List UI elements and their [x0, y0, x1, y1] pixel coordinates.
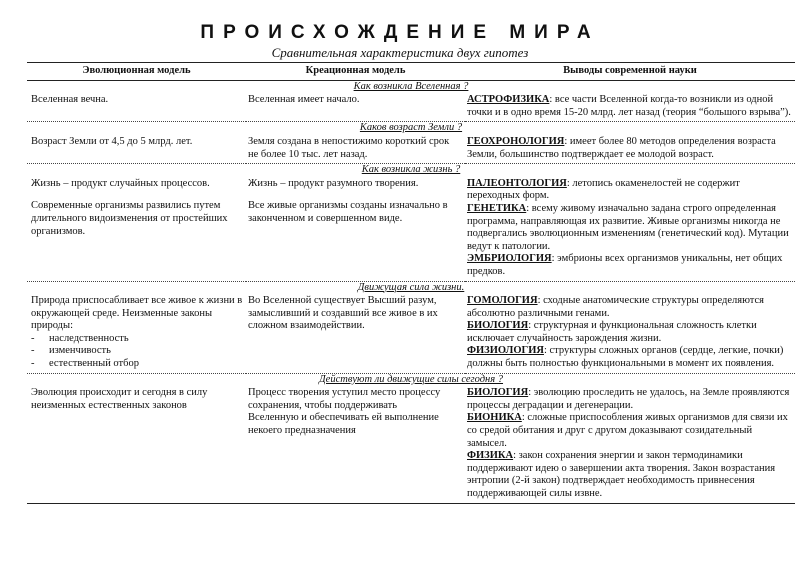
evolution-cell — [27, 386, 246, 503]
science-item — [467, 450, 791, 500]
section-question-row — [27, 80, 795, 93]
science-item — [467, 94, 791, 119]
table-header-row — [27, 63, 795, 81]
science-term: ГОМОЛОГИЯ — [467, 295, 538, 307]
creation-cell — [246, 135, 465, 164]
list-item: - естественный отбор — [31, 358, 243, 371]
science-item — [467, 320, 791, 345]
evolution-cell — [27, 135, 246, 164]
header-science: Выводы современной науки — [465, 63, 795, 81]
natural-laws-list — [31, 333, 243, 371]
science-cell — [465, 93, 795, 122]
science-item — [467, 203, 791, 253]
page-title: ПРОИСХОЖДЕНИЕ МИРА — [200, 22, 600, 43]
evolution-text: Эволюция происходит и сегодня в силу неизменных естественных законов — [31, 387, 208, 411]
science-text: : всему живому изначально задана строго определенная программа, направляющая их развитие. Живые организмы никогда не подвергались эволюционным изменениям (генетический код). Мутации ведут к патологии. — [467, 202, 789, 252]
science-text: : все части Вселенной когда-то возникли из одной точки и в одно время 15-20 млрд. лет назад (теория “большого взрыва”). — [467, 94, 791, 118]
comparison-table — [27, 62, 795, 504]
science-term: ГЕНЕТИКА — [467, 202, 527, 214]
section-question: Действуют ли движущие силы сегодня ? — [27, 373, 795, 386]
science-item — [467, 295, 791, 320]
evolution-text: Жизнь – продукт случайных процессов. — [31, 177, 210, 189]
science-term: БИОЛОГИЯ — [467, 387, 529, 399]
science-term: БИОЛОГИЯ — [467, 320, 529, 332]
page-subtitle: Сравнительная характеристика двух гипотез — [271, 45, 529, 60]
science-item — [467, 253, 791, 278]
science-cell — [465, 294, 795, 373]
section-question-row — [27, 281, 795, 294]
section-question: Как возникла жизнь ? — [27, 164, 795, 177]
science-term: ПАЛЕОНТОЛОГИЯ — [467, 177, 567, 189]
science-text: : сложные приспособления живых организмов для связи их со средой обитания и друг с другом доказывают созидательный замысел. — [467, 412, 788, 449]
science-term: БИОНИКА — [467, 412, 522, 424]
evolution-text: Природа приспосабливает все живое к жизни в окружающей среде. Неизменные законы природы: — [31, 295, 243, 332]
table-row — [27, 135, 795, 164]
section-question: Каков возраст Земли ? — [27, 122, 795, 135]
creation-cell — [246, 386, 465, 503]
creation-text: Вселенную и обеспечивать ей выполнение некоего предназначения — [248, 412, 439, 437]
section-question-row — [27, 122, 795, 135]
science-term: ФИЗИКА — [467, 450, 514, 462]
list-item: - наследственность — [31, 333, 243, 346]
science-item — [467, 136, 791, 161]
science-text: : закон сохранения энергии и закон термодинамики поддерживают идею о завершении акта творения. Закон возрастания энтропии (2-й закон) подтверждает необходимость привнесения поддерживающей силы извне. — [467, 450, 776, 499]
science-item — [467, 387, 791, 412]
science-text: : эмбрионы всех организмов уникальны, нет общих предков. — [467, 253, 783, 277]
creation-text: Земля создана в непостижимо короткий срок не более 10 тыс. лет назад. — [248, 135, 450, 160]
evolution-text: Вселенная вечна. — [31, 94, 109, 106]
table-row — [27, 93, 795, 122]
evolution-cell — [27, 294, 246, 373]
evolution-cell — [27, 93, 246, 122]
creation-cell — [246, 294, 465, 373]
evolution-cell — [27, 177, 246, 281]
science-term: АСТРОФИЗИКА — [467, 94, 550, 106]
science-text: : эволюцию проследить не удалось, на Земле проявляются процессы деградации и дегенерации. — [467, 387, 790, 411]
header-creation: Креационная модель — [246, 63, 465, 81]
science-text: : имеет более 80 методов определения возраста Земли, большинство подтверждает ее молодой возраст. — [467, 135, 776, 160]
science-item — [467, 412, 791, 450]
table-row — [27, 294, 795, 373]
evolution-text: Возраст Земли от 4,5 до 5 млрд. лет. — [31, 135, 193, 147]
science-cell — [465, 135, 795, 164]
science-text: : сходные анатомические структуры определяются абсолютно различными генами. — [467, 295, 764, 319]
creation-text: Во Вселенной существует Высший разум, замысливший и создавший все живое в их сложном взаимодействии. — [248, 295, 438, 332]
science-text: : структурная и функциональная сложность клетки исключает случайность зарождения жизни. — [467, 320, 757, 344]
science-term: ФИЗИОЛОГИЯ — [467, 345, 544, 357]
creation-text: Все живые организмы созданы изначально в законченном и совершенном виде. — [248, 200, 448, 224]
section-question-row — [27, 164, 795, 177]
science-term: ЭМБРИОЛОГИЯ — [467, 253, 552, 265]
creation-cell — [246, 177, 465, 281]
table-row — [27, 386, 795, 503]
science-text: : структуры сложных органов (сердце, легкие, почки) должны быть полностью функциональными в момент их появления. — [467, 345, 784, 370]
science-term: ГЕОХРОНОЛОГИЯ — [467, 135, 565, 147]
science-item — [467, 178, 791, 203]
creation-text: Жизнь – продукт разумного творения. — [248, 177, 419, 189]
evolution-text: Современные организмы развились путем длительного видоизменения от простейших организмов. — [31, 200, 228, 237]
list-item: - изменчивость — [31, 345, 243, 358]
creation-cell — [246, 93, 465, 122]
science-text: : летопись окаменелостей не содержит переходных форм. — [467, 177, 740, 202]
science-item — [467, 345, 791, 370]
science-cell — [465, 386, 795, 503]
creation-text: Вселенная имеет начало. — [248, 94, 360, 106]
section-question-row — [27, 373, 795, 386]
header-evolution: Эволюционная модель — [27, 63, 246, 81]
creation-text: Процесс творения уступил место процессу сохранения, чтобы поддерживать — [248, 387, 441, 411]
table-row — [27, 177, 795, 281]
section-question: Движущая сила жизни. — [27, 281, 795, 294]
section-question: Как возникла Вселенная ? — [353, 80, 469, 92]
science-cell — [465, 177, 795, 281]
